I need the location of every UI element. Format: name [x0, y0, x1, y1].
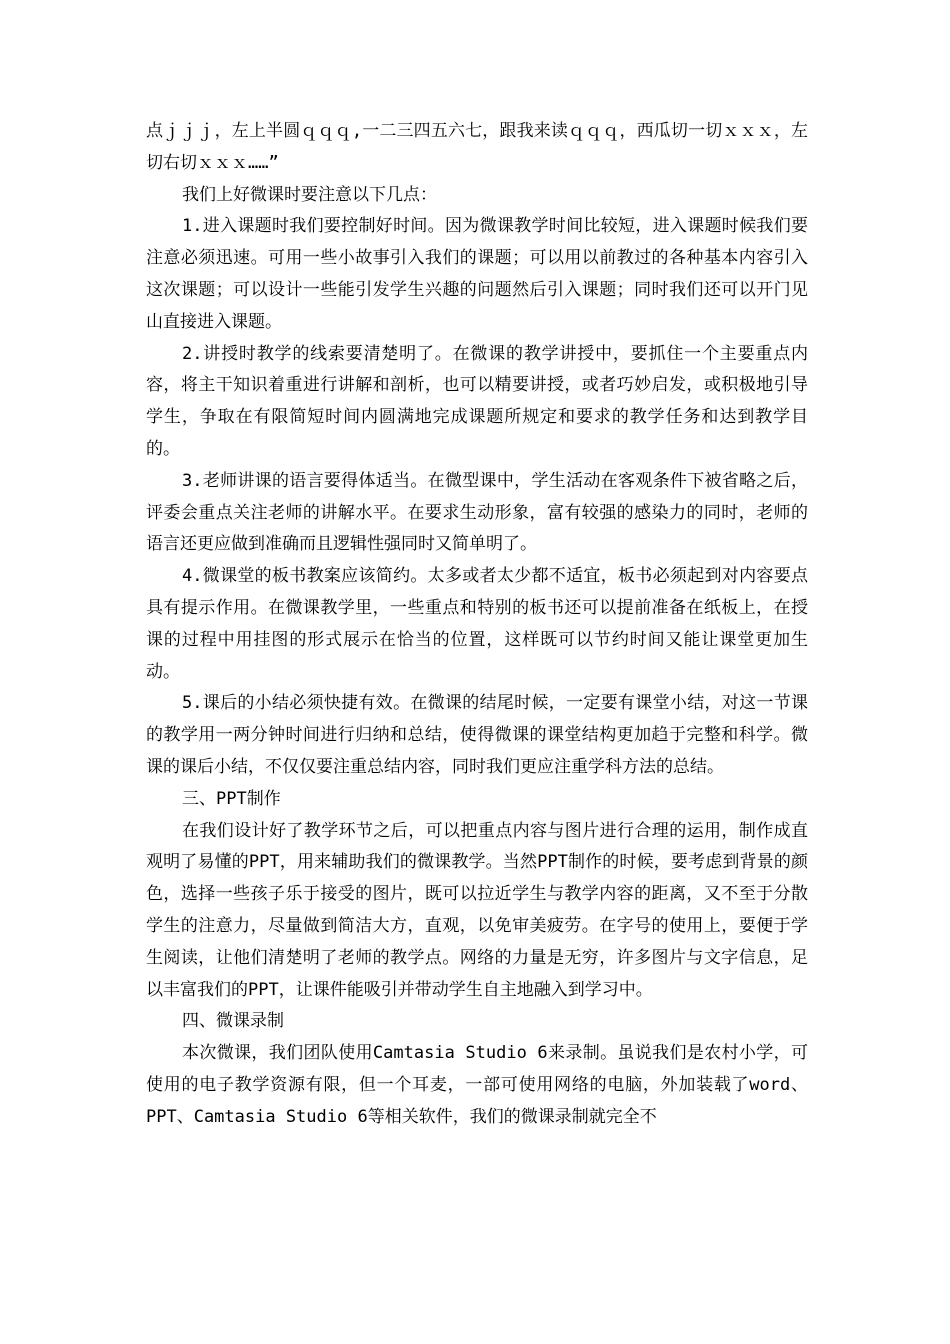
paragraph-intro: 我们上好微课时要注意以下几点：	[182, 184, 437, 205]
paragraph-recording: 本次微课，我们团队使用Camtasia Studio 6来录制。虽说我们是农村小学，可使用的电子教学资源有限，但一个耳麦，一部可使用网络的电脑，外加装载了word、PPT、Camtasia Studio 6等相关软件，我们的微课录制就完全不	[146, 1043, 808, 1127]
section-heading-ppt: 三、PPT制作	[182, 788, 281, 809]
paragraph-point-5: 5.课后的小结必须快捷有效。在微课的结尾时候，一定要有课堂小结，对这一节课的教学用一两分钟时间进行归纳和总结，使得微课的课堂结构更加趋于完整和科学。微课的课后小结，不仅仅要注重总结内容，同时我们更应注重学科方法的总结。	[146, 693, 808, 777]
paragraph-ppt: 在我们设计好了教学环节之后，可以把重点内容与图片进行合理的运用，制作成直观明了易懂的PPT，用来辅助我们的微课教学。当然PPT制作的时候，要考虑到背景的颜色，选择一些孩子乐于接受的图片，既可以拉近学生与教学内容的距离，又不至于分散学生的注意力，尽量做到简洁大方，直观，以免审美疲劳。在字号的使用上，要便于学生阅读，让他们清楚明了老师的教学点。网络的力量是无穷，许多图片与文字信息，足以丰富我们的PPT，让课件能吸引并带动学生自主地融入到学习中。	[146, 820, 808, 1000]
paragraph-point-1: 1.进入课题时我们要控制好时间。因为微课教学时间比较短，进入课题时候我们要注意必须迅速。可用一些小故事引入我们的课题；可以用以前教过的各种基本内容引入这次课题；可以设计一些能引发学生兴趣的问题然后引入课题；同时我们还可以开门见山直接进入课题。	[146, 216, 808, 332]
paragraph-point-2: 2.讲授时教学的线索要清楚明了。在微课的教学讲授中，要抓住一个主要重点内容，将主干知识着重进行讲解和剖析，也可以精要讲授，或者巧妙启发，或积极地引导学生，争取在有限简短时间内圆满地完成课题所规定和要求的教学任务和达到教学目的。	[146, 343, 808, 459]
paragraph-point-3: 3.老师讲课的语言要得体适当。在微型课中，学生活动在客观条件下被省略之后，评委会重点关注老师的讲解水平。在要求生动形象，富有较强的感染力的同时，老师的语言还更应做到准确而且逻辑性强同时又简单明了。	[146, 470, 808, 555]
paragraph-continuation: 点ｊｊｊ，左上半圆ｑｑｑ,一二三四五六七，跟我来读ｑｑｑ，西瓜切一切ｘｘｘ，左切右切ｘｘｘ……”	[146, 121, 808, 173]
section-heading-recording: 四、微课录制	[182, 1011, 284, 1032]
document-body	[146, 116, 808, 1134]
paragraph-point-4: 4.微课堂的板书教案应该简约。太多或者太少都不适宜，板书必须起到对内容要点具有提示作用。在微课教学里，一些重点和特别的板书还可以提前准备在纸板上，在授课的过程中用挂图的形式展示在恰当的位置，这样既可以节约时间又能让课堂更加生动。	[146, 566, 808, 682]
